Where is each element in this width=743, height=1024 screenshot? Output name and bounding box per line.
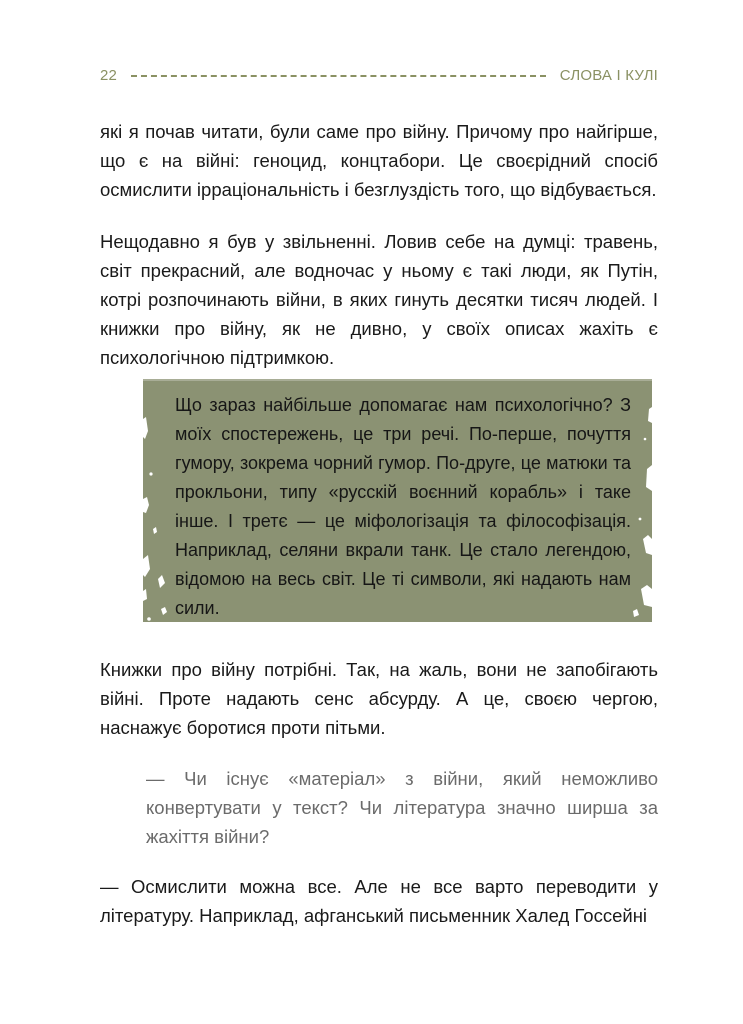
page-number: 22 <box>100 66 118 84</box>
header-dashed-rule <box>131 75 546 77</box>
running-header <box>100 64 658 86</box>
body-paragraph-3: Книжки про війну потрібні. Так, на жаль, вони не запобігають війні. Проте надають сенс абсурду. А це, своєю чергою, наснажує боротися проти пітьми. <box>100 659 658 738</box>
body-paragraph-2: Нещодавно я був у звільненні. Ловив себе на думці: травень, світ прекрасний, але водночас у ньому є такі люди, як Путін, котрі розпочинають війни, в яких гинуть десятки тисяч людей. І книжки про війну, як не дивно, у своїх описах жахіть є психологічною підтримкою. <box>100 231 658 368</box>
interview-question: — Чи існує «матеріал» з війни, який неможливо конвертувати у текст? Чи література значно ширша за жахіття війни? <box>146 768 658 847</box>
callout-text: Що зараз найбільше допомагає нам психологічно? З моїх спостережень, це три речі. По-перше, почуття гумору, зокрема чорний гумор. По-друге, це матюки та прокльони, типу «русскій воєнний корабль» і таке інше. І третє — це міфологізація та філософізація. Наприклад, селяни вкрали танк. Це стало легендою, відомою на весь світ. Це ті символи, які надають нам сили. <box>175 395 631 618</box>
body-paragraph-1: які я почав читати, були саме про війну. Причому про найгірше, що є на війні: геноцид, концтабори. Це своєрідний спосіб осмислити ірраціональність і безглуздість того, що відбувається. <box>100 121 658 200</box>
running-head-title: СЛОВА І КУЛІ <box>559 66 658 84</box>
callout-box <box>143 379 652 622</box>
body-paragraph-4: — Осмислити можна все. Але не все варто переводити у літературу. Наприклад, афганський письменник Халед Госсейні <box>100 876 658 926</box>
